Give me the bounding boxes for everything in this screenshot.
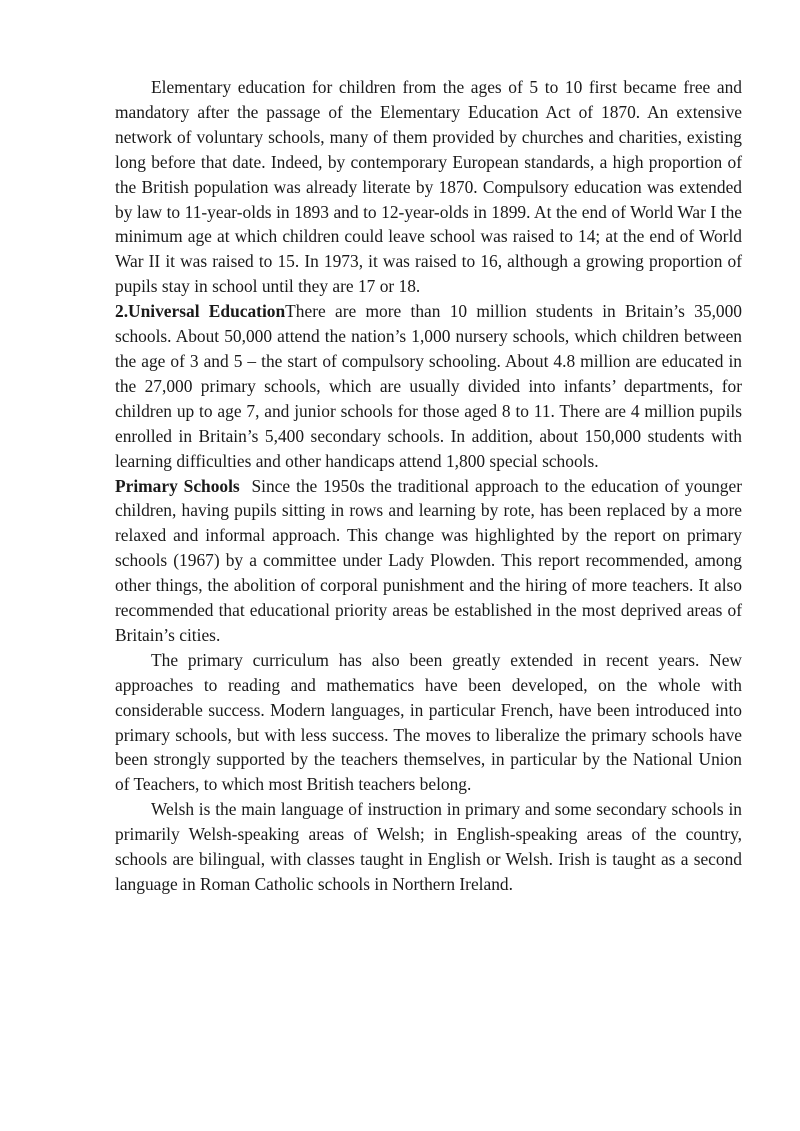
paragraph-primary-schools-body: Since the 1950s the traditional approach to the education of younger children, having pupils sitting in rows and learning by rote, has been replaced by a more relaxed and informal approach. This change was highlighted by the report on primary schools (1967) by a committee under Lady Plowden. This report recommended, among other things, the abolition of corporal punishment and the hiring of more teachers. It also recommended that educational priority areas be established in the most deprived areas of Britain’s cities. xyxy=(115,475,742,645)
section-heading-universal-education: 2.Universal Education xyxy=(115,301,286,322)
paragraph-primary-curriculum: The primary curriculum has also been greatly extended in recent years. New approaches to reading and mathematics have been developed, on the whole with considerable success. Modern languages, in particular French, have been introduced into primary schools, but with less success. The moves to liberalize the primary schools have been strongly supported by the teachers themselves, in particular by the National Union of Teachers, to which most British teachers belong. xyxy=(115,649,742,795)
paragraph-primary-schools xyxy=(115,474,742,648)
paragraph-universal-education-body: There are more than 10 million students in Britain’s 35,000 schools. About 50,000 attend the nation’s 1,000 nursery schools, which children between the age of 3 and 5 – the start of compulsory schooling. About 4.8 million are educated in the 27,000 primary schools, which are usually divided into infants’ departments, for children up to age 7, and junior schools for those aged 8 to 11. There are 4 million pupils enrolled in Britain’s 5,400 secondary schools. In addition, about 150,000 students with learning difficulties and other handicaps attend 1,800 special schools. xyxy=(115,301,743,471)
paragraph-welsh-language: Welsh is the main language of instruction in primary and some secondary schools in primarily Welsh-speaking areas of Welsh; in English-speaking areas of the country, schools are bilingual, with classes taught in English or Welsh. Irish is taught as a second language in Roman Catholic schools in Northern Ireland. xyxy=(115,799,742,894)
paragraph-universal-education xyxy=(115,299,742,473)
document-page xyxy=(115,75,742,897)
paragraph-elementary-education: Elementary education for children from the ages of 5 to 10 first became free and mandatory after the passage of the Elementary Education Act of 1870. An extensive network of voluntary schools, many of them provided by churches and charities, existing long before that date. Indeed, by contemporary European standards, a high proportion of the British population was already literate by 1870. Compulsory education was extended by law to 11-year-olds in 1893 and to 12-year-olds in 1899. At the end of World War I the minimum age at which children could leave school was raised to 14; at the end of World War II it was raised to 15. In 1973, it was raised to 16, although a growing proportion of pupils stay in school until they are 17 or 18. xyxy=(115,77,742,297)
section-heading-primary-schools: Primary Schools xyxy=(115,475,240,496)
